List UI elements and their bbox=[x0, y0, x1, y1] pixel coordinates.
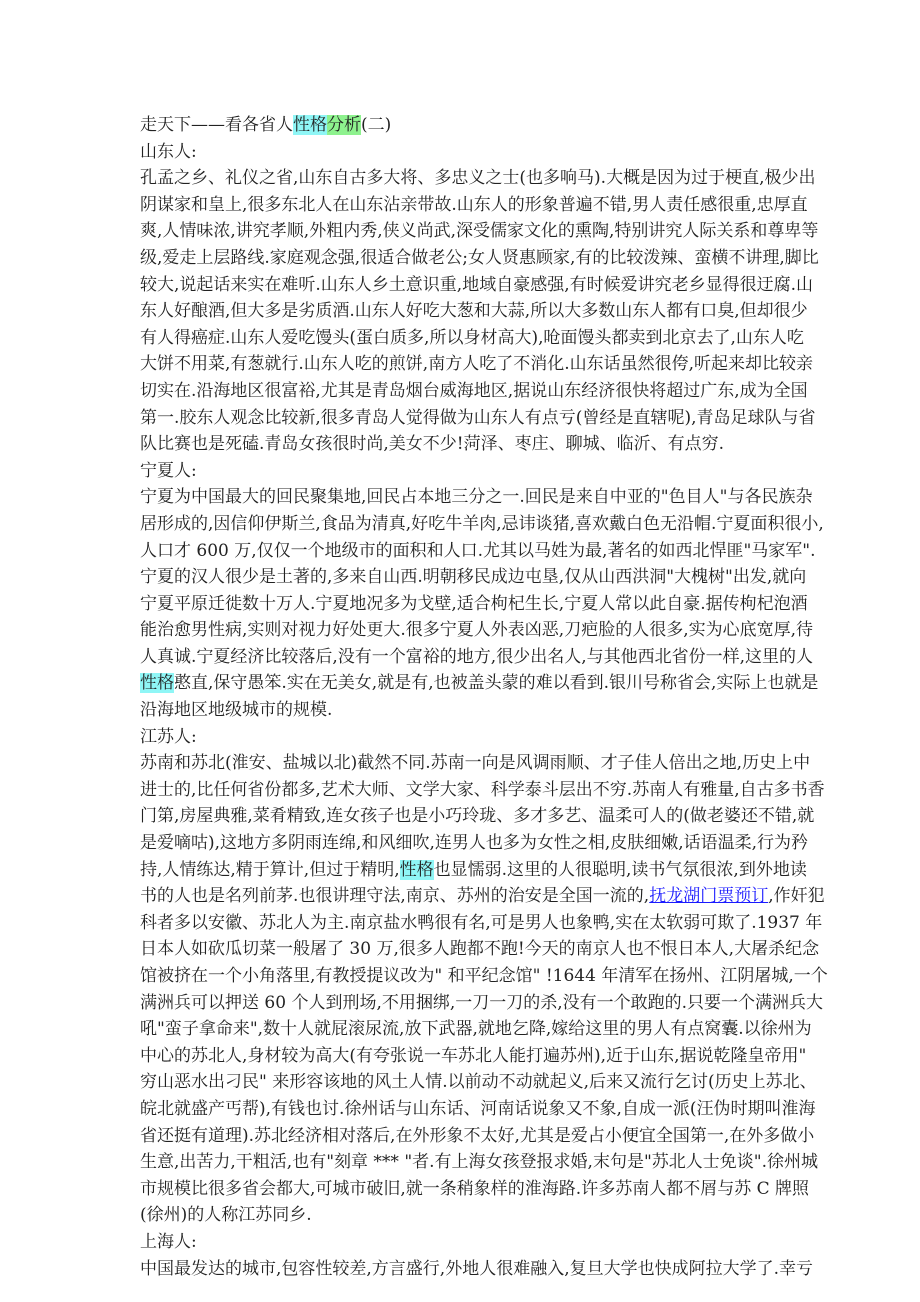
text-line bbox=[140, 1229, 786, 1256]
text-line bbox=[140, 1123, 815, 1150]
text-line bbox=[140, 405, 816, 432]
text-segment: 能治愈男性病,实则对视力好处更大.很多宁夏人外表凶恶,刀疤脸的人很多,实为心底宽厚,待 bbox=[140, 620, 814, 641]
text-line bbox=[140, 1202, 786, 1229]
text-line bbox=[140, 1043, 807, 1070]
text-segment: 江苏人: bbox=[140, 726, 197, 747]
text-segment: 持,人情练达,精于算计,但过于精明, bbox=[140, 859, 400, 880]
text-line bbox=[140, 803, 815, 830]
text-segment: 苏南和苏北(淮安、盐城以北)截然不同.苏南一向是风调雨顺、才子佳人倍出之地,历史上中 bbox=[140, 753, 811, 774]
text-line bbox=[140, 697, 786, 724]
text-segment: 大饼不用菜,有葱就行.山东人吃的煎饼,南方人吃了不消化.山东话虽然很侉,听起来却比较亲 bbox=[140, 354, 814, 375]
text-line bbox=[140, 644, 814, 671]
text-segment: 生意,出苦力,干粗活,也有"刻章 *** "者.有上海女孩登报求婚,末句是"苏北人士免谈".徐州城 bbox=[140, 1152, 819, 1173]
text-segment: 切实在.沿海地区很富裕,尤其是青岛烟台威海地区,据说山东经济很快将超过广东,成为全国 bbox=[140, 380, 808, 401]
text-segment: 中心的苏北人,身材较为高大(有夸张说一车苏北人能打遍苏州),近于山东,据说乾隆皇帝用" bbox=[140, 1045, 807, 1066]
text-segment: 爽,人情味浓,讲究孝顺,外粗内秀,侠义尚武,深受儒家文化的熏陶,特别讲究人际关系和尊卑等 bbox=[140, 221, 819, 242]
text-segment: 山东人: bbox=[140, 141, 197, 162]
text-line bbox=[140, 724, 786, 751]
document-title bbox=[140, 112, 786, 139]
text-line bbox=[140, 1176, 810, 1203]
text-line bbox=[140, 1016, 812, 1043]
text-line bbox=[140, 325, 804, 352]
text-segment: 进士的,比任何省份都多,艺术大师、文学大家、科学泰斗层出不穷.苏南人有雅量,自古多书香 bbox=[140, 779, 825, 800]
text-line bbox=[140, 538, 816, 565]
text-segment: 宁夏为中国最大的回民聚集地,回民占本地三分之一.回民是来自中亚的"色目人"与各民族杂 bbox=[140, 487, 813, 508]
text-segment: 市规模比很多省会都大,可城市破旧,就一条稍象样的淮海路.许多苏南人都不屑与苏 C 牌照 bbox=[140, 1178, 810, 1199]
text-segment: 日本人如砍瓜切菜一般屠了 30 万,很多人跑都不跑!今天的南京人也不恨日本人,大屠杀纪念 bbox=[140, 939, 820, 960]
text-line bbox=[140, 165, 816, 192]
text-line bbox=[140, 750, 811, 777]
highlighted-keyword: 性格 bbox=[140, 673, 174, 694]
text-segment: 居形成的,因信仰伊斯兰,食品为清真,好吃牛羊肉,忌讳谈猪,喜欢戴白色无沿帽.宁夏面积很小, bbox=[140, 513, 824, 534]
text-line bbox=[140, 218, 819, 245]
text-line bbox=[140, 564, 807, 591]
text-segment: 上海人: bbox=[140, 1231, 197, 1252]
text-line bbox=[140, 936, 820, 963]
text-line bbox=[140, 351, 814, 378]
text-line bbox=[140, 484, 813, 511]
text-line bbox=[140, 591, 808, 618]
text-segment: 省还挺有道理).苏北经济相对落后,在外形象不太好,尤其是爱占小便宜全国第一,在外多做小 bbox=[140, 1125, 815, 1146]
text-segment: 沿海地区地级城市的规模. bbox=[140, 700, 333, 721]
text-segment: 宁夏人: bbox=[140, 460, 197, 481]
text-line bbox=[140, 431, 786, 458]
text-segment: 宁夏平原迁徙数十万人.宁夏地况多为戈壁,适合枸杞生长,宁夏人常以此自豪.据传枸杞泡酒 bbox=[140, 593, 808, 614]
text-segment: 孔孟之乡、礼仪之省,山东自古多大将、多忠义之士(也多响马).大概是因为过于梗直,极少出 bbox=[140, 168, 816, 189]
text-line bbox=[140, 511, 824, 538]
text-segment: 满洲兵可以押送 60 个人到刑场,不用捆绑,一刀一刀的杀,没有一个敢跑的.只要一个满洲兵大 bbox=[140, 992, 824, 1013]
text-segment: 第一.胶东人观念比较新,很多青岛人觉得做为山东人有点亏(曾经是直辖呢),青岛足球队与省 bbox=[140, 407, 816, 428]
text-segment: 阴谋家和皇上,很多东北人在山东沾亲带故.山东人的形象普遍不错,男人责任感很重,忠厚直 bbox=[140, 194, 808, 215]
text-line bbox=[140, 617, 814, 644]
text-segment: (徐州)的人称江苏同乡. bbox=[140, 1205, 312, 1226]
highlighted-keyword: 分析 bbox=[327, 115, 361, 135]
highlighted-keyword: 性格 bbox=[293, 115, 327, 135]
text-segment: 有人得癌症.山东人爱吃馒头(蛋白质多,所以身材高大),呛面馒头都卖到北京去了,山东人吃 bbox=[140, 327, 804, 348]
text-line bbox=[140, 963, 828, 990]
text-segment: 东人好酿酒,但大多是劣质酒.山东人好吃大葱和大蒜,所以大多数山东人都有口臭,但却很少 bbox=[140, 301, 808, 322]
text-line bbox=[140, 1149, 819, 1176]
text-segment: 吼"蛮子拿命来",数十人就屁滚尿流,放下武器,就地乞降,嫁给这里的男人有点窝囊.以徐州为 bbox=[140, 1019, 812, 1040]
text-segment: 书的人也是名列前茅.也很讲理守法,南京、苏州的治安是全国一流的, bbox=[140, 886, 650, 907]
inline-link[interactable]: 抚龙湖门票预订 bbox=[649, 886, 769, 907]
text-line bbox=[140, 139, 786, 166]
text-segment: 也显懦弱.这里的人很聪明,读书气氛很浓,到外地读 bbox=[433, 859, 807, 880]
text-segment: 宁夏的汉人很少是土著的,多来自山西.明朝移民成边屯垦,仅从山西洪洞"大槐树"出发,就向 bbox=[140, 567, 807, 588]
text-segment: ,作奸犯 bbox=[768, 886, 825, 907]
text-line bbox=[140, 670, 819, 697]
text-line bbox=[140, 990, 824, 1017]
text-segment: 队比赛也是死磕.青岛女孩很时尚,美女不少!菏泽、枣庄、聊城、临沂、有点穷. bbox=[140, 434, 725, 455]
text-segment: 人口才 600 万,仅仅一个地级市的面积和人口.尤其以马姓为最,著名的如西北悍匪"马家军". bbox=[140, 540, 816, 561]
text-segment: 人真诚.宁夏经济比较落后,没有一个富裕的地方,很少出名人,与其他西北省份一样,这里的人 bbox=[140, 646, 814, 667]
text-line bbox=[140, 883, 825, 910]
text-segment: 门第,房屋典雅,菜肴精致,连女孩子也是小巧玲珑、多才多艺、温柔可人的(做老婆还不错,就 bbox=[140, 806, 815, 827]
text-segment: 穷山恶水出刁民" 来形容该地的风土人情.以前动不动就起义,后来又流行乞讨(历史上苏北、 bbox=[140, 1072, 817, 1093]
text-segment: 是爱嘀咕),这地方多阴雨连绵,和风细吹,连男人也多为女性之相,皮肤细嫩,话语温柔,行为矜 bbox=[140, 833, 809, 854]
text-line bbox=[140, 378, 808, 405]
text-line bbox=[140, 245, 819, 272]
text-line bbox=[140, 830, 809, 857]
text-segment: 走天下——看各省人 bbox=[140, 115, 293, 135]
highlighted-keyword: 性格 bbox=[399, 859, 434, 880]
text-line bbox=[140, 298, 808, 325]
text-segment: 皖北就盛产丐帮),有钱也讨.徐州话与山东话、河南话说象又不象,自成一派(汪伪时期叫淮海 bbox=[140, 1098, 816, 1119]
text-line bbox=[140, 1069, 817, 1096]
text-line bbox=[140, 458, 786, 485]
text-segment: (二) bbox=[361, 115, 392, 135]
text-segment: 科者多以安徽、苏北人为主.南京盐水鸭很有名,可是男人也象鸭,实在太软弱可欺了.1937 年 bbox=[140, 912, 823, 933]
text-line bbox=[140, 1096, 816, 1123]
text-segment: 馆被挤在一个小角落里,有教授提议改为" 和平纪念馆" !1644 年清军在扬州、江阴屠城,一个 bbox=[140, 966, 828, 986]
text-line bbox=[140, 910, 823, 937]
text-line bbox=[140, 192, 808, 219]
text-segment: 较大,说起话来实在难听.山东人乡土意识重,地域自豪感强,有时候爱讲究老乡显得很迂腐.山 bbox=[140, 274, 814, 295]
document-body bbox=[140, 112, 828, 1282]
text-segment: 级,爱走上层路线.家庭观念强,很适合做老公;女人贤惠顾家,有的比较泼辣、蛮横不讲理,脚比 bbox=[140, 247, 819, 268]
text-line bbox=[140, 857, 807, 884]
text-segment: 中国最发达的城市,包容性较差,方言盛行,外地人很难融入,复旦大学也快成阿拉大学了.幸亏 bbox=[140, 1258, 814, 1279]
text-segment: 憨直,保守愚笨.实在无美女,就是有,也被盖头蒙的难以看到.银川号称省会,实际上也就是 bbox=[174, 673, 819, 694]
text-line bbox=[140, 777, 825, 804]
text-line bbox=[140, 272, 814, 299]
text-line bbox=[140, 1256, 814, 1283]
